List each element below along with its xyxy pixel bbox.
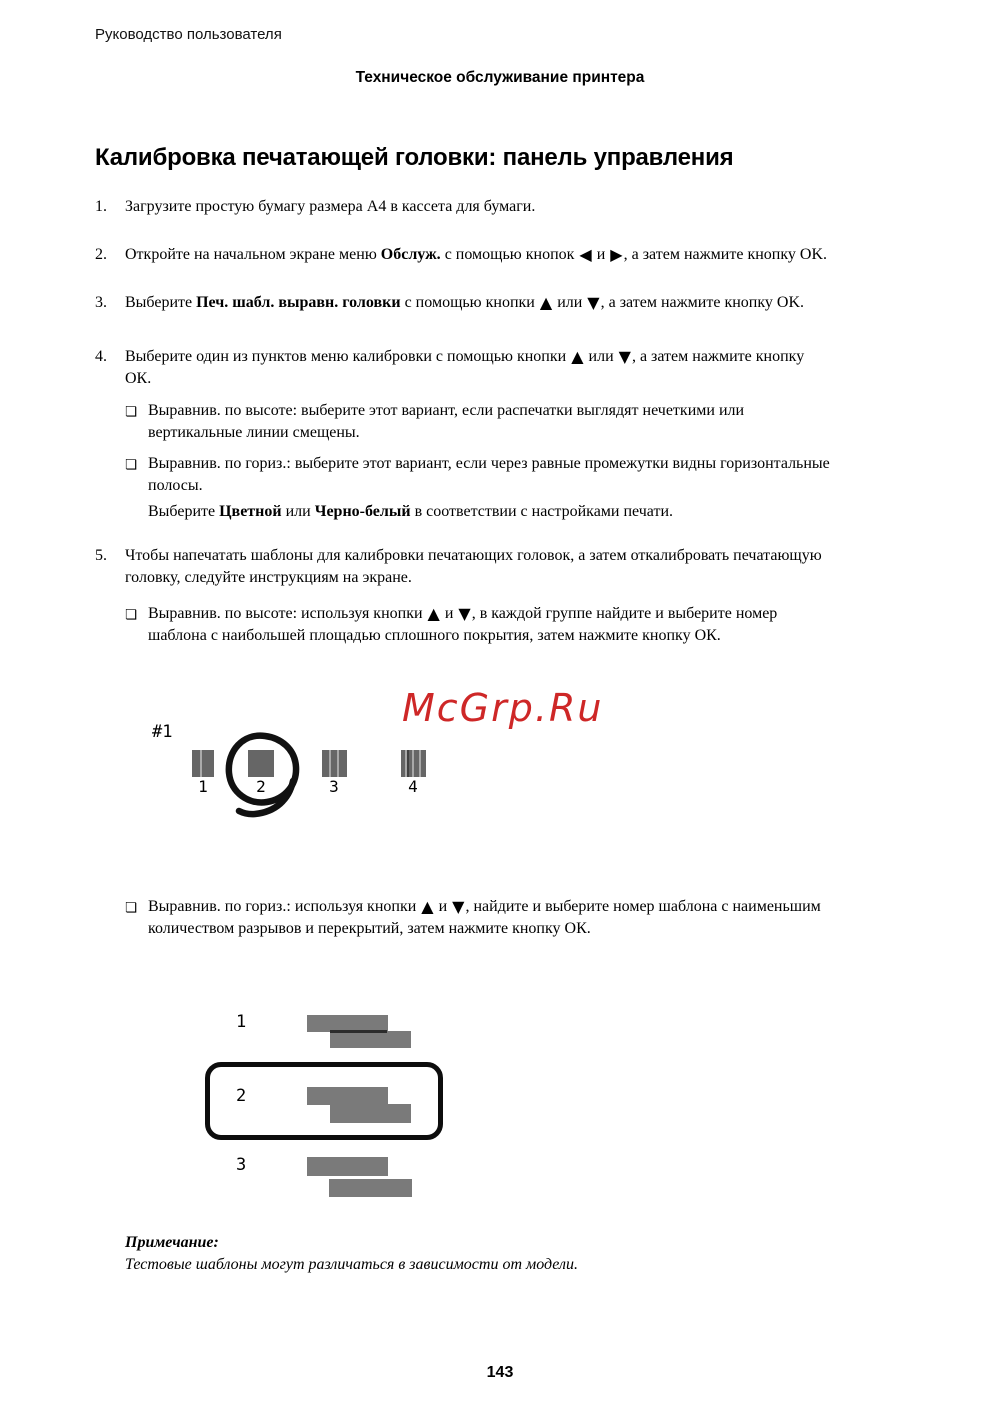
pattern-row2-bottom-bar (330, 1104, 411, 1123)
pattern-row2-top-bar (307, 1087, 388, 1105)
pattern-box-label: 2 (256, 777, 266, 796)
bullet-text: Выравнив. по высоте: используя кнопки ▲ и ▼, в каждой группе найдите и выберите номер шаблона с наибольшей площадью сплошного покрытия, затем нажмите кнопку ОК. (148, 604, 778, 644)
pattern-box-3 (322, 750, 347, 777)
step-text: Откройте на начальном экране меню Обслуж. с помощью кнопок ◀ и ▶, а затем нажмите кнопку OK. (125, 245, 827, 264)
step-3 (95, 292, 910, 314)
down-arrow-icon: ▼ (452, 897, 465, 916)
checkbox-icon: ❏ (125, 404, 138, 420)
checkbox-icon: ❏ (125, 900, 138, 916)
pattern-box-label: 3 (329, 777, 339, 796)
hand-drawn-circle-annotation (213, 721, 318, 826)
bullet-align-horiz-desc (125, 453, 915, 523)
up-arrow-icon: ▲ (421, 897, 434, 916)
pattern-box-label: 4 (408, 777, 418, 796)
up-arrow-icon: ▲ (539, 293, 553, 312)
note-block (125, 1232, 745, 1276)
up-arrow-icon: ▲ (571, 347, 584, 366)
pattern-box-1 (192, 750, 214, 777)
note-text: Тестовые шаблоны могут различаться в зависимости от модели. (125, 1256, 578, 1273)
bullet-text: Выравнив. по гориз.: используя кнопки ▲ и ▼, найдите и выберите номер шаблона с наименьшим количеством разрывов и перекрытий, затем нажмите кнопку ОК. (148, 897, 821, 937)
step-number: 5. (95, 547, 107, 564)
step-number: 3. (95, 294, 107, 311)
bullet-align-height-desc (125, 400, 915, 444)
document-title: Руководство пользователя (95, 26, 282, 43)
pattern-box-4 (401, 750, 426, 777)
step-number: 4. (95, 348, 107, 365)
step-5 (95, 545, 910, 589)
watermark: McGrp.Ru (402, 686, 604, 730)
pattern-row-label: 2 (236, 1086, 247, 1106)
page-number: 143 (486, 1364, 514, 1381)
step-number: 2. (95, 246, 107, 263)
bullet-align-height-use (125, 603, 915, 647)
checkbox-icon: ❏ (125, 607, 138, 623)
pattern-row3-top-bar (307, 1157, 388, 1176)
page-title: Калибровка печатающей головки: панель управления (95, 144, 734, 171)
pattern-row1-bottom-bar (330, 1031, 411, 1048)
step-text: Загрузите простую бумагу размера A4 в кассета для бумаги. (125, 198, 536, 215)
bullet-align-horiz-use (125, 896, 915, 940)
checkbox-icon: ❏ (125, 457, 138, 473)
step-number: 1. (95, 198, 107, 215)
step-1 (95, 196, 910, 218)
chapter-title: Техническое обслуживание принтера (355, 69, 645, 86)
pattern-row3-bottom-bar (329, 1179, 412, 1197)
bullet-extra-text: Выберите Цветной или Черно-белый в соответствии с настройками печати. (148, 503, 674, 520)
bullet-text: Выравнив. по гориз.: выберите этот вариант, если через равные промежутки видны горизонтальные полосы. (148, 455, 830, 494)
pattern-row1-overlap-line (330, 1030, 387, 1033)
down-arrow-icon: ▼ (618, 347, 631, 366)
down-arrow-icon: ▼ (458, 604, 471, 623)
bullet-text: Выравнив. по высоте: выберите этот вариант, если распечатки выглядят нечеткими или вертикальные линии смещены. (148, 402, 745, 441)
step-text: Выберите Печ. шабл. выравн. головки с помощью кнопки ▲ или ▼, а затем нажмите кнопку OK. (125, 293, 804, 312)
step-text: Чтобы напечатать шаблоны для калибровки печатающих головок, а затем откалибровать печатающую головку, следуйте инструкциям на экране. (125, 547, 822, 586)
pattern-row-label: 1 (236, 1012, 247, 1032)
pattern-group-label: #1 (152, 722, 173, 742)
down-arrow-icon: ▼ (587, 293, 600, 312)
pattern-row-label: 3 (236, 1155, 247, 1175)
note-label: Примечание: (125, 1234, 219, 1251)
right-arrow-icon: ▶ (610, 245, 623, 264)
step-4 (95, 346, 910, 390)
pattern-box-label: 1 (198, 777, 208, 796)
up-arrow-icon: ▲ (427, 604, 440, 623)
step-text: Выберите один из пунктов меню калибровки с помощью кнопки ▲ или ▼, а затем нажмите кнопку ОК. (125, 347, 805, 387)
step-2 (95, 244, 910, 266)
left-arrow-icon: ◀ (579, 245, 592, 264)
